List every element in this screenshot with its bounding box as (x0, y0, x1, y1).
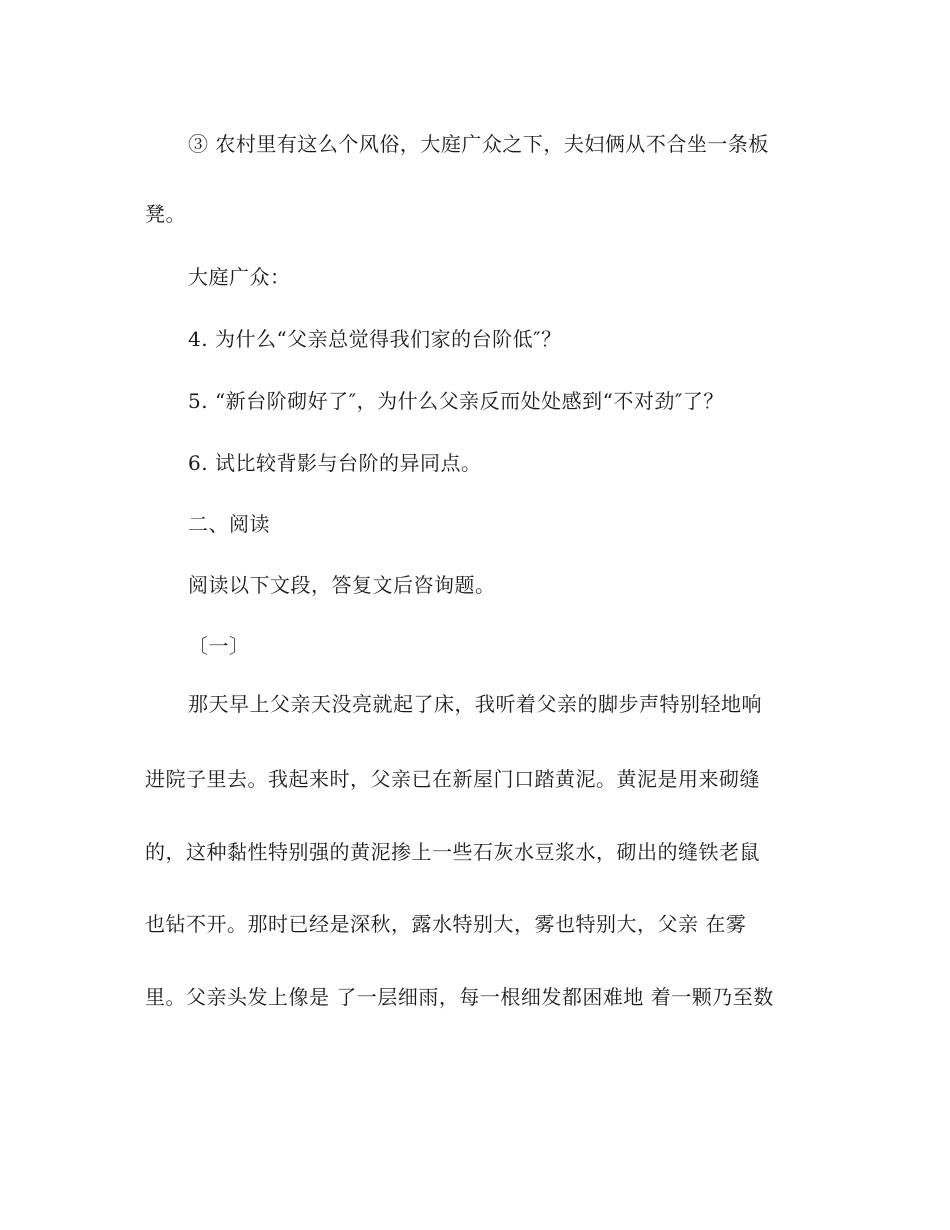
passage-line: 那天早上父亲天没亮就起了床，我听着父亲的脚步声特别轻地响 (188, 692, 762, 716)
reading-instruction: 阅读以下文段，答复文后咨询题。 (188, 573, 496, 597)
passage-line: 进院子里去。我起来时，父亲已在新屋门口踏黄泥。黄泥是用来砌缝 (145, 767, 760, 791)
sub-section-label: 〔一〕 (188, 634, 250, 658)
passage-line: 也钻不开。那时已经是深秋，露水特别大，雾也特别大，父亲 在雾 (145, 912, 747, 936)
question-3-line-1: ③ 农村里有这么个风俗，大庭广众之下，夫妇俩从不合坐一条板 (188, 132, 769, 156)
question-4: 4. 为什么“父亲总觉得我们家的台阶低″？ (188, 327, 562, 351)
question-6: 6. 试比较背影与台阶的异同点。 (188, 451, 482, 475)
question-5: 5. “新台阶砌好了″，为什么父亲反而处处感到“不对劲″了？ (188, 389, 724, 413)
question-3-line-2: 凳。 (145, 202, 186, 226)
question-3-term: 大庭广众： (188, 265, 291, 289)
section-title: 二、阅读 (188, 512, 270, 536)
passage-line: 里。父亲头发上像是 了一层细雨，每一根细发都困难地 着一颗乃至数 (145, 985, 774, 1009)
passage-line: 的，这种黏性特别强的黄泥掺上一些石灰水豆浆水，砌出的缝铁老鼠 (145, 840, 760, 864)
